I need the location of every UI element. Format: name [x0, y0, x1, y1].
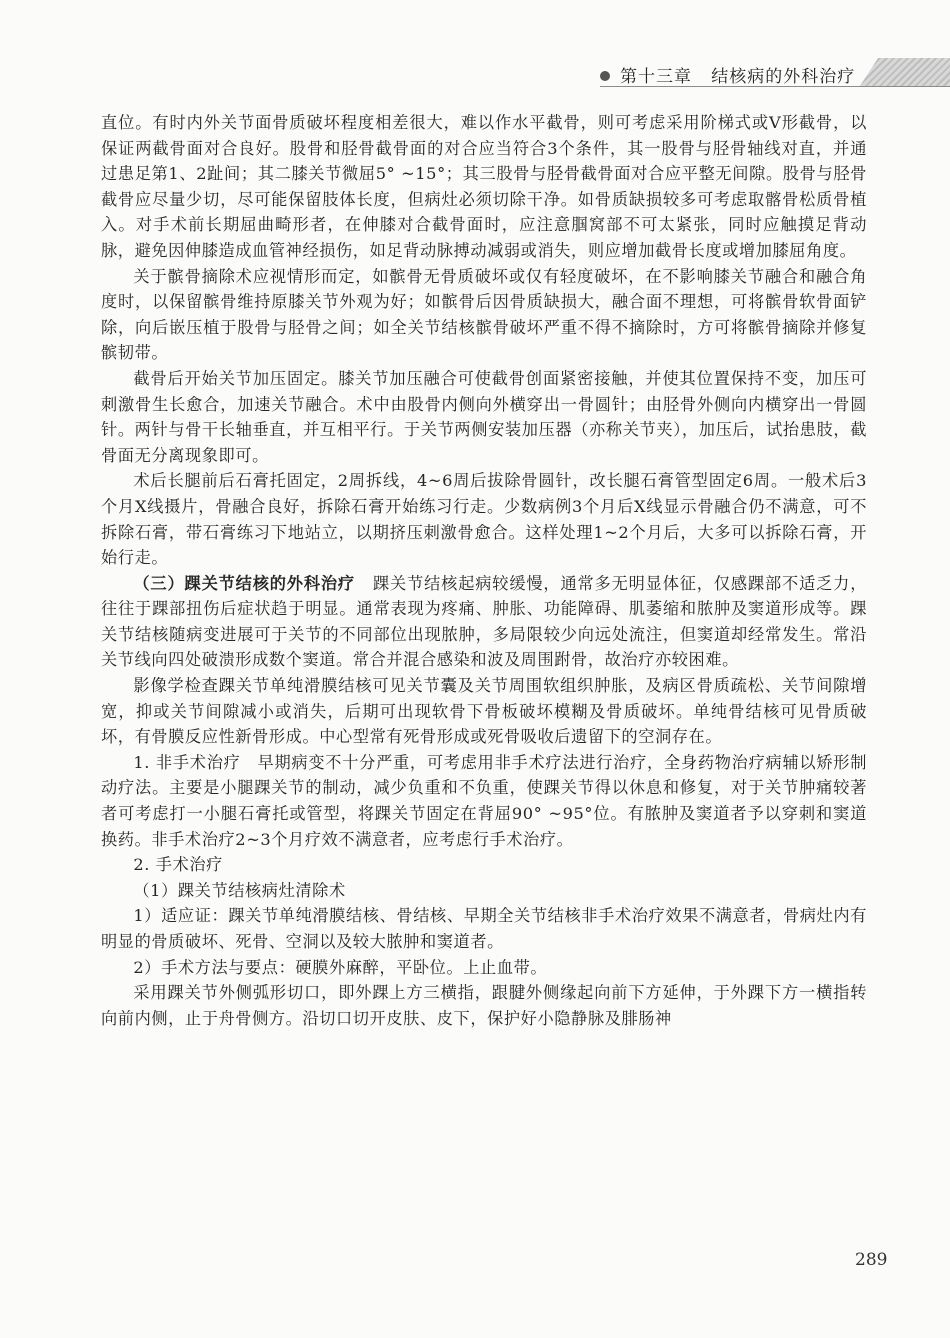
- running-header: [620, 62, 855, 87]
- header-bullet: [600, 71, 610, 81]
- chapter-number: 第十三章: [620, 67, 692, 87]
- paragraph-with-heading: [101, 571, 867, 673]
- header-decoration: [860, 58, 950, 86]
- paragraph: 1）适应证：踝关节单纯滑膜结核、骨结核、早期全关节结核非手术治疗效果不满意者，骨病灶内有明显的骨质破坏、死骨、空洞以及较大脓肿和窦道者。: [101, 906, 867, 951]
- section-heading: （三）踝关节结核的外科治疗: [133, 573, 355, 593]
- paragraph: 术后长腿前后石膏托固定，2周拆线，4~6周后拔除骨圆针，改长腿石膏管型固定6周。一般术后3个月X线摄片，骨融合良好，拆除石膏开始练习行走。少数病例3个月后X线显示骨融合仍不满意，可不拆除石膏，带石膏练习下地站立，以期挤压刺激骨愈合。这样处理1~2个月后，大多可以拆除石膏，开始行走。: [101, 471, 867, 568]
- paragraph: 采用踝关节外侧弧形切口，即外踝上方三横指，跟腱外侧缘起向前下方延伸，于外踝下方一横指转向前内侧，止于舟骨侧方。沿切口切开皮肤、皮下，保护好小隐静脉及腓肠神: [101, 983, 867, 1028]
- paragraph: 踝关节结核起病较缓慢，通常多无明显体征，仅感踝部不适乏力，往往于踝部扭伤后症状趋于明显。通常表现为疼痛、肿胀、功能障碍、肌萎缩和脓肿及窦道形成等。踝关节结核随病变进展可于关节的不同部位出现脓肿，多局限较少向远处流注，但窦道却经常发生。常沿关节线向四处破溃形成数个窦道。常合并混合感染和波及周围跗骨，故治疗亦较困难。: [101, 573, 867, 670]
- paragraph: 影像学检查踝关节单纯滑膜结核可见关节囊及关节周围软组织肿胀，及病区骨质疏松、关节间隙增宽，抑或关节间隙减小或消失，后期可出现软骨下骨板破坏模糊及骨质破坏。单纯骨结核可见骨质破坏，有骨膜反应性新骨形成。中心型常有死骨形成或死骨吸收后遗留下的空洞存在。: [101, 676, 867, 747]
- page-body: [101, 110, 867, 1031]
- paragraph: 直位。有时内外关节面骨质破坏程度相差很大，难以作水平截骨，则可考虑采用阶梯式或V形截骨，以保证两截骨面对合良好。股骨和胫骨截骨面的对合应当符合3个条件，其一股骨与胫骨轴线对直，并通过患足第1、2趾间；其二膝关节微屈5° ~15°；其三股骨与胫骨截骨面对合应平整无间隙。股骨与胫骨截骨应尽量少切，尽可能保留肢体长度，但病灶必须切除干净。如骨质缺损较多可考虑取髂骨松质骨植入。对手术前长期屈曲畸形者，在伸膝对合截骨面时，应注意腘窝部不可太紧张，同时应触摸足背动脉，避免因伸膝造成血管神经损伤，如足背动脉搏动减弱或消失，则应增加截骨长度或增加膝屈角度。: [101, 113, 867, 260]
- page-number: 289: [855, 1250, 888, 1270]
- paragraph: 2）手术方法与要点：硬膜外麻醉，平卧位。上止血带。: [133, 957, 548, 977]
- paragraph: 关于髌骨摘除术应视情形而定，如髌骨无骨质破坏或仅有轻度破坏，在不影响膝关节融合和融合角度时，以保留髌骨维持原膝关节外观为好；如髌骨后因骨质缺损大，融合面不理想，可将髌骨软骨面铲除，向后嵌压植于股骨与胫骨之间；如全关节结核髌骨破坏严重不得不摘除时，方可将髌骨摘除并修复髌韧带。: [101, 266, 867, 363]
- subheading: （1）踝关节结核病灶清除术: [133, 880, 346, 900]
- chapter-title: 结核病的外科治疗: [711, 67, 856, 87]
- subheading: 2. 手术治疗: [133, 855, 223, 875]
- paragraph: 截骨后开始关节加压固定。膝关节加压融合可使截骨创面紧密接触，并使其位置保持不变，加压可刺激骨生长愈合，加速关节融合。术中由股骨内侧向外横穿出一骨圆针；由胫骨外侧向内横穿出一骨圆针。两针与骨干长轴垂直，并互相平行。于关节两侧安装加压器（亦称关节夹），加压后，试抬患肢，截骨面无分离现象即可。: [101, 368, 867, 465]
- paragraph: 1. 非手术治疗 早期病变不十分严重，可考虑用非手术疗法进行治疗，全身药物治疗病辅以矫形制动疗法。主要是小腿踝关节的制动，减少负重和不负重，使踝关节得以休息和修复，对于关节肿痛较著者可考虑打一小腿石膏托或管型，将踝关节固定在背屈90° ~95°位。有脓肿及窦道者予以穿刺和窦道换药。非手术治疗2~3个月疗效不满意者，应考虑行手术治疗。: [101, 752, 867, 849]
